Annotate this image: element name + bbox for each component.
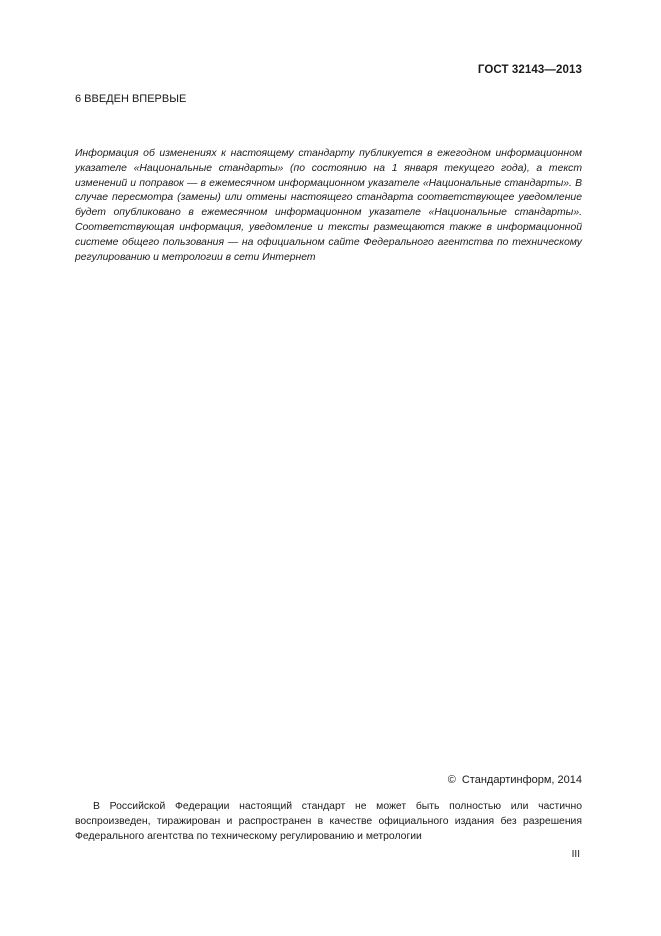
page-number: III <box>571 849 580 860</box>
standard-code: ГОСТ 32143—2013 <box>477 64 582 76</box>
change-information-paragraph: Информация об изменениях к настоящему стандарту публикуется в ежегодном информационном указателе «Национальные стандарты» (по состоянию на 1 января текущего года), а текст изменений и поправок — в ежемесячном информационном указателе «Национальные стандарты». В случае пересмотра (замены) или отмены настоящего стандарта соответствующее уведомление будет опубликовано в ежемесячном информационном указателе «Национальные стандарты». Соответствующая информация, уведомление и тексты размещаются также в информационной системе общего пользования — на официальном сайте Федерального агентства по техническому регулированию и метрологии в сети Интернет <box>75 148 582 263</box>
copyright-symbol: © <box>447 774 456 786</box>
copyright-holder: Стандартинформ, 2014 <box>461 774 582 786</box>
copyright-line <box>448 774 582 786</box>
reproduction-notice: В Российской Федерации настоящий стандарт не может быть полностью или частично воспроизведен, тиражирован и распространен в качестве официального издания без разрешения Федерального агентства по техническому регулированию и метрологии <box>75 801 582 842</box>
section-introduced-first: 6 ВВЕДЕН ВПЕРВЫЕ <box>75 93 187 105</box>
